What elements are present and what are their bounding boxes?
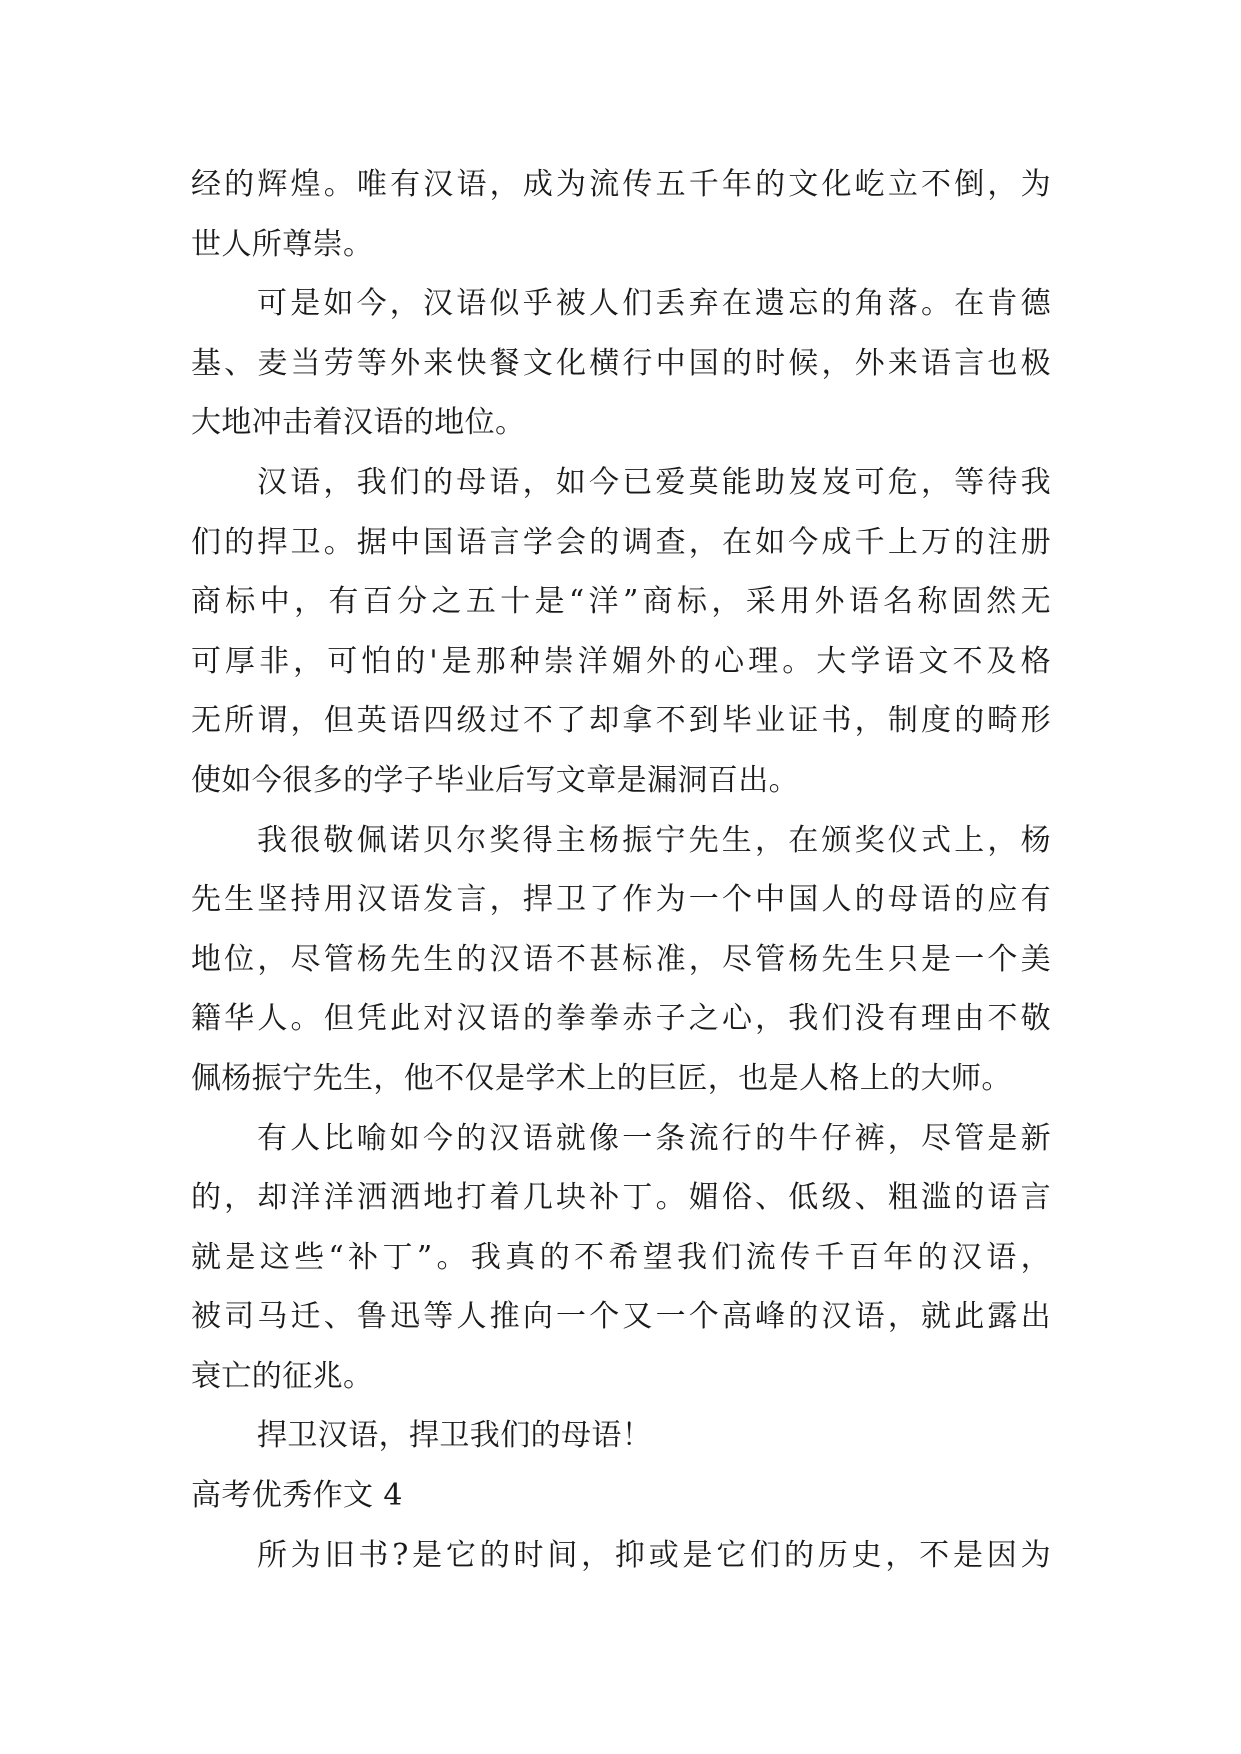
text-line: 地位，尽管杨先生的汉语不甚标准，尽管杨先生只是一个美	[191, 941, 1051, 977]
text-line: 籍华人。但凭此对汉语的拳拳赤子之心，我们没有理由不敬	[191, 1001, 1051, 1037]
paragraph-start-line: 可是如今，汉语似乎被人们丢弃在遗忘的角落。在肯德	[257, 286, 1051, 322]
text-line: 可厚非，可怕的'是那种崇洋媚外的心理。大学语文不及格	[191, 643, 1051, 679]
text-line: 商标中，有百分之五十是“洋”商标，采用外语名称固然无	[191, 584, 1051, 620]
text-line: 就是这些“补丁”。我真的不希望我们流传千百年的汉语，	[191, 1239, 1051, 1275]
text-line: 们的捍卫。据中国语言学会的调查，在如今成千上万的注册	[191, 524, 1051, 560]
text-line: 世人所尊崇。	[191, 226, 374, 262]
paragraph-start-line: 所为旧书?是它的时间，抑或是它们的历史，不是因为	[257, 1537, 1051, 1573]
text-line: 先生坚持用汉语发言，捍卫了作为一个中国人的母语的应有	[191, 882, 1051, 918]
text-line: 佩杨振宁先生，他不仅是学术上的巨匠，也是人格上的大师。	[191, 1060, 1012, 1096]
text-line: 的，却洋洋洒洒地打着几块补丁。媚俗、低级、粗滥的语言	[191, 1180, 1051, 1216]
paragraph-start-line: 有人比喻如今的汉语就像一条流行的牛仔裤，尽管是新	[257, 1120, 1051, 1156]
text-line: 经的辉煌。唯有汉语，成为流传五千年的文化屹立不倒，为	[191, 167, 1051, 202]
paragraph-start-line: 捍卫汉语，捍卫我们的母语！	[257, 1418, 653, 1454]
paragraph-start-line: 汉语，我们的母语，如今已爱莫能助岌岌可危，等待我	[257, 464, 1051, 500]
section-heading: 高考优秀作文 4	[191, 1478, 403, 1514]
text-line: 基、麦当劳等外来快餐文化横行中国的时候，外来语言也极	[191, 345, 1051, 381]
text-line: 无所谓，但英语四级过不了却拿不到毕业证书，制度的畸形	[191, 703, 1051, 739]
text-line: 衰亡的征兆。	[191, 1358, 374, 1394]
paragraph-start-line: 我很敬佩诺贝尔奖得主杨振宁先生，在颁奖仪式上，杨	[257, 822, 1051, 858]
text-line: 大地冲击着汉语的地位。	[191, 405, 526, 441]
text-line: 使如今很多的学子毕业后写文章是漏洞百出。	[191, 762, 799, 798]
text-line: 被司马迁、鲁迅等人推向一个又一个高峰的汉语，就此露出	[191, 1299, 1051, 1335]
